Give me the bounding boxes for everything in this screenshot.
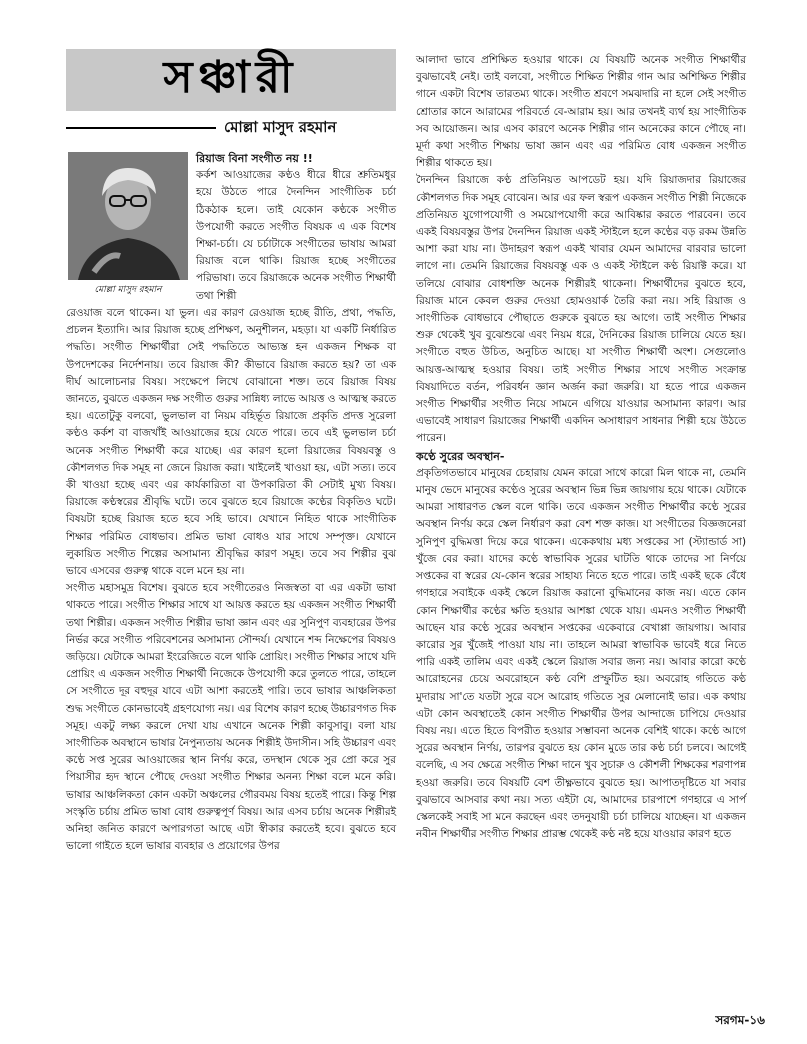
article-left-column [66,305,396,856]
author-photo [68,152,188,280]
paragraph: সংগীত মহাসমুদ্র বিশেষ। বুঝতে হবে সংগীতেরও নিজস্বতা বা এর একটা ভাষা থাকতে পারে। সংগীত শিক্ষার সাথে যা আয়ত্ত করতে হয় একজন সংগীত শিক্ষার্থী তথা শিল্পীর। একজন সংগীত শিল্পীর ভাষা জ্ঞান এবং এর সুনিপুণ ব্যবহারের উপর নির্ভর করে সংগীত পরিবেশনের অসামান্য সৌন্দর্য। যেখানে শব্দ নিক্ষেপের বিষয়ও জড়িয়ে। যেটাকে আমরা ইংরেজিতে বলে থাকি প্রোয়িং। সংগীত শিক্ষার সাথে যদি প্রোয়িং এ একজন সংগীত শিক্ষার্থী নিজেকে উপযোগী করে তুলতে পারে, তাহলে সে সংগীতে দূর বহুদূর যাবে এটা আশা করতেই পারি। তবে ভাষার আঞ্চলিকতা শুদ্ধ সংগীতে কোনভাবেই গ্রহণযোগ্য নয়। এর বিশেষ কারণ হচ্ছে উচ্চারণগত দিক সমূহ। একটু লক্ষ্য করলে দেখা যায় এখানে অনেক শিল্পী কাবুসাবু। বলা যায় সাংগীতিক অবস্থানে ভাষার নৈপুন্যতায় অনেক শিল্পীই উদাসীন। সহি উচ্চারণ এবং কণ্ঠে সপ্ত সুরের আওয়াজের স্থান নির্ণয় করে, তদস্থান থেকে সুর প্রো করে সুর পিয়াসীর হৃদ স্থানে পৌছে দেওয়া সংগীত শিক্ষার অনন্য শিক্ষা বলে মনে করি। ভাষার আঞ্চলিকতা কোন একটা অঞ্চলের গৌরবময় বিষয় হতেই পারে। কিন্তু শিল্প সংস্কৃতি চর্চায় প্রমিত ভাষা বোধ গুরুত্বপূর্ণ বিষয়। আর এসব চর্চায় অনেক শিল্পীরই অনিহা জনিত কারণে অপারগতা আছে এটা স্বীকার করতেই হবে। বুঝতে হবে ভালো গাইতে হলে ভাষার ব্যবহার ও প্রয়োগের উপর [66,582,396,853]
column-title: সঞ্চারী [163,51,299,103]
column-title-banner [66,49,396,111]
byline-rule [66,127,216,129]
article-heading: রিয়াজ বিনা সংগীত নয় !! [196,152,313,165]
paragraph: আলাদা ভাবে প্রশিক্ষিত হওয়ার থাকে। যে বিষয়টি অনেক সংগীত শিক্ষার্থীর বুঝভাবেই নেই। তাই বলবো, সংগীতে শিক্ষিত শিল্পীর গান আর অশিক্ষিত শিল্পীর গানে একটা বিশেষ তারতম্য থাকে। সংগীত শ্রবণে সমঝদারি না হলে সেই সংগীত শ্রোতার কানে আরামের পরিবর্তে বে-আরাম হয়। আর তখনই ব্যর্থ হয় সাংগীতিক সব আয়োজন। আর এসব কারণে অনেক শিল্পীর গান অনেকের কানে পৌছে না। মূর্দা কথা সংগীত শিক্ষায় ভাষা জ্ঞান এবং এর পরিমিত বোধ একজন সংগীত শিল্পীর থাকতে হয়। [416,54,746,170]
paragraph: দৈনন্দিন রিয়াজে কণ্ঠ প্রতিনিয়ত আপডেট হয়। যদি রিয়াজদার রিয়াজের কৌশলগত দিক সমূহ বোঝেন। আর এর ফল স্বরূপ একজন সংগীত শিল্পী নিজেকে প্রতিনিয়ত যুগোপযোগী ও সময়োপযোগী করে আবিষ্কার করতে পারবেন। তবে একই বিষয়বস্তুর উপর দৈনন্দিন রিয়াজ একই স্টাইলে হলে কণ্ঠের বড় রকম উন্নতি আশা করা যায় না। উদাহরণ স্বরূপ একই খাবার যেমন আমাদের বারবার ভালো লাগে না। তেমনি রিয়াজের বিষয়বস্তু এক ও একই স্টাইলে কণ্ঠ রিয়াক্ট করে। যা তলিয়ে বোঝার বোধশক্তি অনেক শিল্পীরই থাকেনা। শিক্ষার্থীদের বুঝতে হবে, রিয়াজ মানে কেবল গুরুর দেওয়া হোমওয়ার্ক তৈরি করা নয়। সহি রিয়াজ ও সাংগীতিক বোধভাবে পৌছাতে গুরুকে বুঝতে হয় আগে। তাই সংগীত শিক্ষার শুরু থেকেই খুব বুঝেশুঝে এবং নিয়ম ধরে, দৈনিকের রিয়াজ চালিয়ে যেতে হয়। সংগীতে বহুত উচিত, অনুচিত আছে। যা সংগীত শিক্ষার্থী অংশ। সেগুলোও আয়ত্ত-আত্মস্থ হওয়ার বিষয়। তাই সংগীত শিক্ষার সাথে সংগীত সংক্রান্ত বিষয়াদিতে বর্তন, পরিবর্ধন জ্ঞান অর্জন করা জরুরি। যা হতে পারে একজন সংগীত শিক্ষার্থীর সংগীত নিয়ে সামনে এগিয়ে যাওয়ার অসামান্য কারণ। আর এভাবেই সাধারণ রিয়াজের শিক্ষার্থী একদিন অসাধারণ সাধনার শিল্পী হয়ে উঠতে পারেন। [416,174,746,445]
author-byline [66,117,396,139]
photo-caption: মোল্লা মাসুদ রহমান [94,285,162,295]
article-intro-column [196,150,396,305]
article-intro: কর্কশ আওয়াজের কণ্ঠও ধীরে ধীরে শ্রুতিমধুর হয়ে উঠতে পারে দৈনন্দিন সাংগীতিক চর্চা ঠিকঠাক হলে। তাই যেকোন কণ্ঠকে সংগীত উপযোগী করতে সংগীত বিষয়ক এ এক বিশেষ শিক্ষা-চর্চা। যে চর্চাটাকে সংগীতের ভাষায় আমরা রিয়াজ বলে থাকি। রিয়াজ হচ্ছে সংগীতের পরিভাষা। তবে রিয়াজকে অনেক সংগীত শিক্ষার্থী তথা শিল্পী [196,169,396,302]
author-name: মোল্লা মাসুদ রহমান [224,117,337,136]
paragraph: প্রকৃতিগতভাবে মানুষের চেহারায় যেমন কারো সাথে কারো মিল থাকে না, তেমনি মানুষ ভেদে মানুষের কণ্ঠেও সুরের অবস্থান ভিন্ন ভিন্ন জায়গায় হয়ে থাকে। যেটাকে আমরা সাধারণত স্কেল বলে থাকি। তবে একজন সংগীত শিক্ষার্থীর কণ্ঠে সুরের অবস্থান নির্ণয় করে স্কেল নির্ধারণ করা বেশ শক্ত কাজ। যা সংগীতের বিজ্ঞজনেরা সুনিপুণ বুদ্ধিমত্তা দিয়ে করে থাকেন। একেকথায় মধ্য সপ্তকের সা (স্ট্যান্ডার্ড সা) খুঁজে বের করা। যাদের কণ্ঠে স্বাভাবিক সুরের ঘাটতি থাকে তাদের সা নির্ণয়ে সপ্তকের বা স্বরের যে-কোন স্বরের সাহায্য নিতে হতে পারে। তাই একই ছকে বেঁধে গণহারে সবাইকে একই স্কেলে রিয়াজ করানো বুদ্ধিমানের কাজ নয়। এতে কোন কোন শিক্ষার্থীর কণ্ঠের ক্ষতি হওয়ার আশঙ্কা থেকে যায়। এমনও সংগীত শিক্ষার্থী আছেন যার কণ্ঠে সুরের অবস্থান সপ্তকের একেবারে বেখাপ্পা জায়গায়। আবার কারোর সুর খুঁজেই পাওয়া যায় না। তাহলে আমরা স্বাভাবিক ভাবেই ধরে নিতে পারি একই তালিম এবং একই স্কেলে রিয়াজ সবার জন্য নয়। আবার কারো কণ্ঠে আরোহনের চেয়ে অবরোহনে কণ্ঠ বেশি প্রস্ফুটিত হয়। অবরোহ গতিতে কণ্ঠ মুদারায় সা'তে যতটা সুরে বসে আরোহ গতিতে সুর মেলানোই ভার। এক কথায় এটা কোন অবস্থাতেই কোন সংগীত শিক্ষার্থীর উপর আন্দাজে চাপিয়ে দেওয়ার বিষয় নয়। এতে হিতে বিপরীত হওয়ার সম্ভাবনা অনেক বেশিই থাকে। কণ্ঠে আগে সুরের অবস্থান নির্ণয়, তারপর বুঝতে হয় কোন মুডে তার কণ্ঠ চর্চা চলবে। আগেই বলেছি, এ সব ক্ষেত্রে সংগীত শিক্ষা দানে খুব সুচারু ও কৌশলী শিক্ষকের শরণাপন্ন হওয়া জরুরি। তবে বিষয়টি বেশ তীক্ষ্ণভাবে বুঝতে হয়। আপাতদৃষ্টিতে যা সবার বুঝভাবে আসবার কথা নয়। সত্য এইটা যে, আমাদের চারপাশে গণহারে এ সার্প স্কেলকেই সবাই সা মনে করছেন এবং তদনুযায়ী চর্চা চালিয়ে যাচ্ছেন। যা একজন নবীন শিক্ষার্থীর সংগীত শিক্ষার প্রারম্ভ থেকেই কণ্ঠ নষ্ট হয়ে যাওয়ার কারণ হতে [416,466,746,841]
section-subheading: কণ্ঠে সুরের অবস্থান- [416,449,505,463]
paragraph: রেওয়াজ বলে থাকেন। যা ভুল। এর কারণ রেওয়াজ হচ্ছে রীতি, প্রথা, পদ্ধতি, প্রচলন ইত্যাদি। আর রিয়াজ হচ্ছে প্রশিক্ষণ, অনুশীলন, মহড়া। যা একটি নির্ধারিত পদ্ধতি। সংগীত শিক্ষার্থীরা সেই পদ্ধতিতে আভ্যস্ত হন একজন শিক্ষক বা উপদেশকের নির্দেশনায়। তবে রিয়াজ কী? কীভাবে রিয়াজ করতে হয়? তা এক দীর্ঘ আলোচনার বিষয়। সংক্ষেপে লিখে বোঝানো শক্ত। তবে রিয়াজ বিষয় জানতে, বুঝতে একজন দক্ষ সংগীত গুরুর সান্নিধ্য লাভে আয়ত্ত ও আত্মস্থ করতে হয়। এতোটুকু বলবো, ভুলভাল বা নিয়ম বহির্ভূত রিয়াজে প্রকৃতি প্রদত্ত সুরেলা কণ্ঠও কর্কশ বা বাজখাঁই আওয়াজের হয়ে যেতে পারে। তবে এই ভুলভাল চর্চা অনেক সংগীত শিক্ষার্থী করে যাচ্ছে। এর কারণ হলো রিয়াজের বিষয়বস্তু ও কৌশলগত দিক সমূহ না জেনে রিয়াজ করা। খাইলেই খাওয়া হয়, এটা সত্য। তবে কী খাওয়া হচ্ছে এবং এর কার্যকারিতা বা উপকারিতা কী সেটাই মুখ্য বিষয়। রিয়াজে কণ্ঠস্বরের শ্রীবৃদ্ধি ঘটে। তবে বুঝতে হবে রিয়াজে কণ্ঠের বিকৃতিও ঘটে। বিষয়টা হচ্ছে রিয়াজ হতে হবে সহি ভাবে। যেখানে নিহিত থাকে সাংগীতিক শিক্ষার পরিমিত বোধভাব। প্রমিত ভাষা বোধও যার সাথে সম্পৃক্ত। যেখানে লুকায়িত সংগীত শিল্পের অসামান্য শ্রীবৃদ্ধির কারণ সমূহ। তবে সব শিল্পীর বুঝ ভাবে এসবের গুরুত্ব থাকে বলে মনে হয় না। [66,307,396,578]
article-right-column [416,52,746,843]
author-portrait-icon [68,152,188,280]
page-number: সরগম-১৬ [715,1013,765,1027]
